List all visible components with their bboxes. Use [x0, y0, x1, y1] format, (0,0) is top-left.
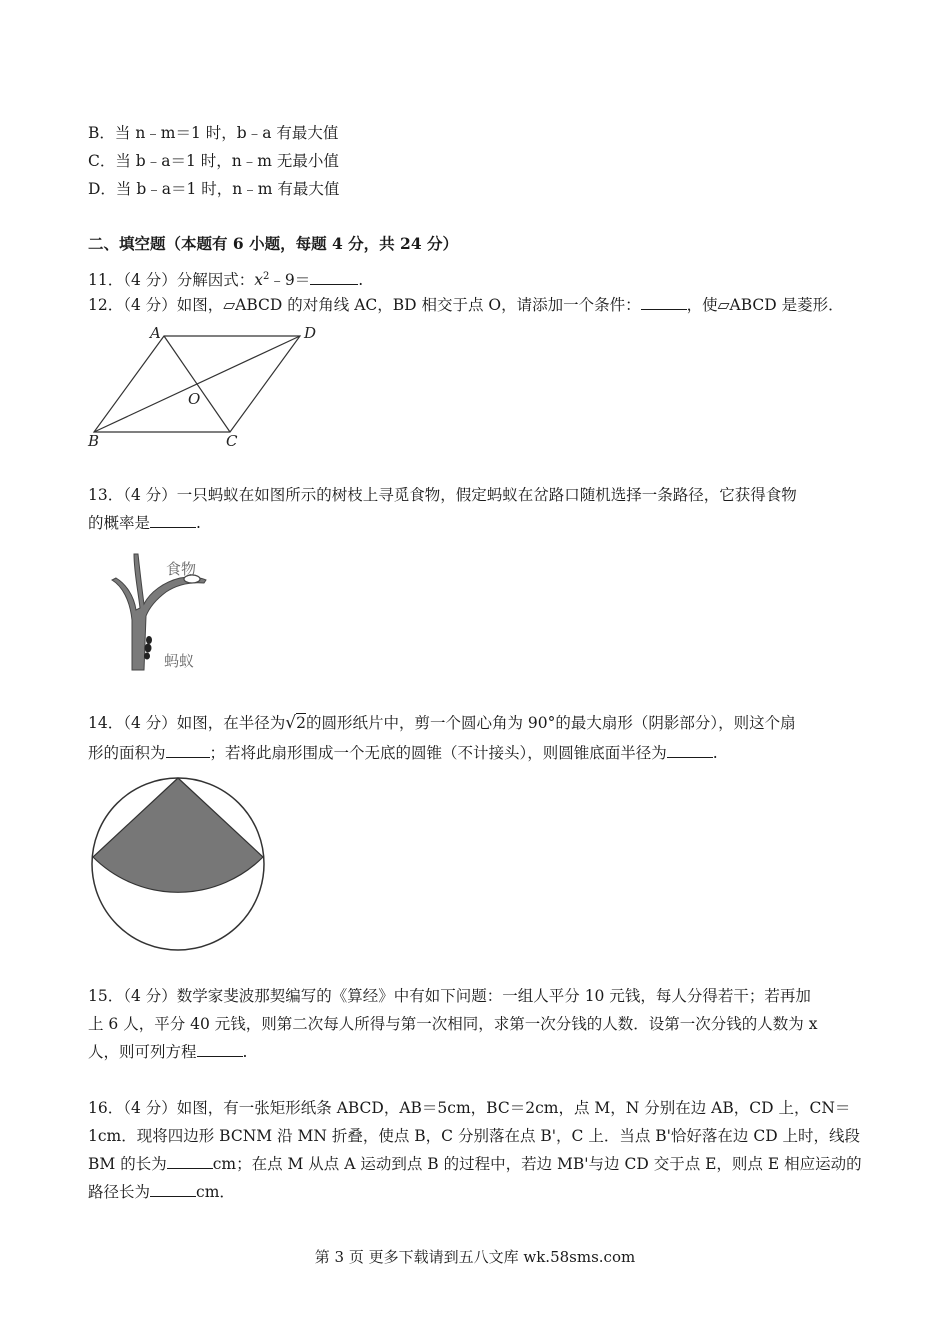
q12-text-a: 12．（4 分）如图，▱ABCD 的对角线 AC，BD 相交于点 O，请添加一个条件：: [88, 296, 641, 314]
q14-line2-b: ；若将此扇形围成一个无底的圆锥（不计接头），则圆锥底面半径为: [209, 744, 667, 762]
question-14-line1: [88, 712, 796, 734]
question-15-line2: 上 6 人，平分 40 元钱，则第二次每人所得与第一次相同，求第一次分钱的人数．设第一次分钱的人数为 x: [88, 1015, 818, 1033]
q16-line3-a: BM 的长为: [88, 1155, 167, 1173]
question-11: [88, 266, 363, 291]
question-16-line1: 16．（4 分）如图，有一张矩形纸条 ABCD，AB＝5cm，BC＝2cm，点 M，N 分别在边 AB，CD 上，CN＝: [88, 1099, 851, 1117]
question-13-line2: [88, 512, 201, 534]
section-title: 二、填空题（本题有 6 小题，每题 4 分，共 24 分）: [88, 234, 459, 253]
option-c: C．当 b﹣a＝1 时，n﹣m 无最小值: [88, 152, 339, 170]
answer-blank[interactable]: [150, 1181, 196, 1197]
label-food: 食物: [166, 560, 197, 578]
q11-rest: ﹣9＝: [269, 271, 311, 290]
sqrt-symbol: √: [285, 713, 297, 733]
label-o: O: [188, 390, 201, 408]
q14-line1-b: 的圆形纸片中，剪一个圆心角为 90°的最大扇形（阴影部分），则这个扇: [305, 714, 796, 732]
question-15-line3: [88, 1041, 247, 1063]
q14-line2-a: 形的面积为: [88, 744, 166, 762]
circle-sector-figure: [88, 774, 270, 956]
option-d: D．当 b﹣a＝1 时，n﹣m 有最大值: [88, 180, 340, 198]
question-16-line2: 1cm．现将四边形 BCNM 沿 MN 折叠，使点 B，C 分别落在点 B'，C 上．当点 B'恰好落在边 CD 上时，线段: [88, 1127, 861, 1145]
shaded-sector: [93, 778, 263, 892]
q11-sup: 2: [263, 271, 270, 282]
label-a: A: [150, 324, 161, 342]
question-13-line1: 13．（4 分）一只蚂蚁在如图所示的树枝上寻觅食物，假定蚂蚁在岔路口随机选择一条路径，它获得食物: [88, 486, 797, 504]
q13-line2-text: 的概率是: [88, 514, 151, 532]
q15-line3-text: 人，则可列方程: [88, 1043, 197, 1061]
tree-branch-figure: [88, 550, 218, 675]
q13-end: .: [196, 514, 201, 532]
question-16-line3: [88, 1153, 862, 1175]
q14-line1-a: 14．（4 分）如图，在半径为: [88, 714, 286, 732]
question-15-line1: 15．（4 分）数学家斐波那契编写的《算经》中有如下问题：一组人平分 10 元钱，每人分得若干；若再加: [88, 987, 811, 1005]
label-ant: 蚂蚁: [164, 652, 195, 670]
q11-prefix: 11．（4 分）分解因式：: [88, 271, 255, 290]
option-b: B．当 n﹣m＝1 时，b﹣a 有最大值: [88, 124, 339, 142]
label-c: C: [226, 432, 238, 450]
page-footer: 第 3 页 更多下载请到五八文库 wk.58sms.com: [314, 1248, 636, 1266]
answer-blank[interactable]: [150, 512, 196, 528]
question-12: [88, 294, 844, 316]
q16-line4-a: 路径长为: [88, 1183, 151, 1201]
q12-text-b: ，使▱ABCD 是菱形．: [686, 296, 844, 314]
label-b: B: [88, 432, 100, 450]
parallelogram-figure: [84, 322, 324, 450]
q14-sqrt-value: 2: [296, 714, 306, 732]
label-d: D: [304, 324, 317, 342]
answer-blank[interactable]: [310, 269, 358, 285]
answer-blank[interactable]: [667, 742, 713, 758]
q11-var: x: [254, 271, 264, 290]
answer-blank[interactable]: [167, 1153, 213, 1169]
q11-end: .: [358, 271, 364, 290]
answer-blank[interactable]: [641, 294, 687, 310]
q16-line4-b: cm．: [196, 1183, 235, 1201]
answer-blank[interactable]: [197, 1041, 243, 1057]
answer-blank[interactable]: [166, 742, 210, 758]
q14-end: .: [712, 744, 718, 762]
diagonal-bd: [94, 336, 300, 432]
question-14-line2: [88, 742, 718, 764]
question-16-line4: [88, 1181, 235, 1203]
q16-line3-b: cm；在点 M 从点 A 运动到点 B 的过程中，若边 MB'与边 CD 交于点 E，则点 E 相应运动的: [212, 1155, 862, 1173]
q15-end: .: [242, 1043, 248, 1061]
